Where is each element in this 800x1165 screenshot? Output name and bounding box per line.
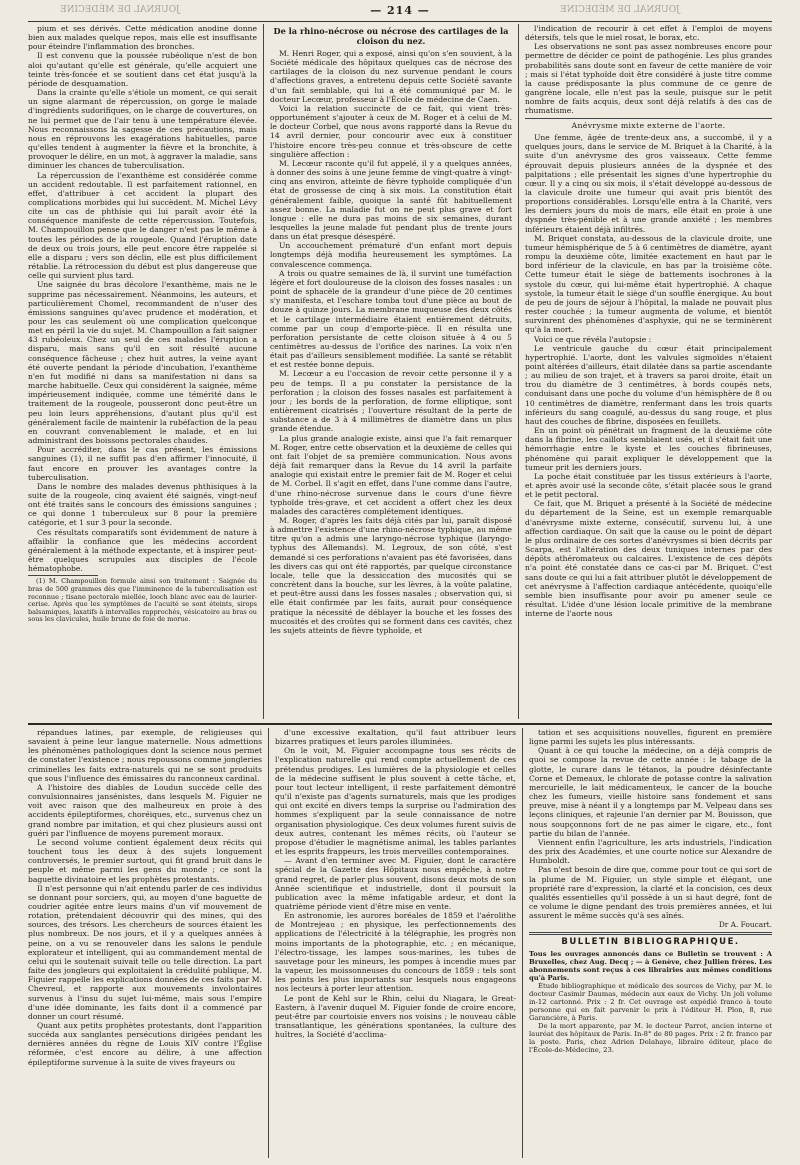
feuilleton-paragraph: En astronomie, les aurores boréales de 1859 et l'aérolithe de Montrejeau ; en physique, les perfectionnements des applications de l'électricité à la télégraphie, les progrès non moins importants de la photographie, etc. ; en mécanique, l'électro-tissage, les lampes sous-marines, les tubes de sauvetage pour les mineurs, les pompes à incendie mues par la vapeur, les moissonneuses du concours de 1859 : tels sont les points les plus importants sur lesquels nous engageons nos lecteurs à porter leur attention. <box>275 911 516 994</box>
col3-paragraph: Ce fait, que M. Briquet a présenté à la Société de médecine du département de la Seine, est un exemple remarquable d'anévrysme mixte externe, consécutif, survenu lui, à une affection cardiaque. On sait que la cause ou le point de départ le plus ordinaire de ces sortes d'anévrysmes si bien décrits par Scarpa, est l'altération des deux tuniques internes par des dépôts athéromateux ou calcaires. L'existence de ces dépôts n'a point été constatée dans ce cas-ci par M. Briquet. C'est sans doute ce qui lui a fait attribuer plutôt le développement de cet anévrysme à l'affection cardiaque antécédente, quoiqu'elle semble bien insuffisante pour avoir pu amener seule ce résultat. L'idée d'une lésion locale primitive de la membrane interne de l'aorte nous <box>525 499 772 619</box>
col3-paragraph: Voici ce que révéla l'autopsie : <box>534 334 652 344</box>
footnote <box>28 578 257 624</box>
column-divider-4 <box>522 728 523 1158</box>
bulletin-item: Étude bibliographique et médicale des sources de Vichy, par M. le docteur Casimir Daumas, médecin aux eaux de Vichy. Un joli volume in-12 cartonné. Prix : 2 fr. Cet ouvrage est expédié franco à toute personne qui en fait parvenir le prix à l'éditeur H. Plon, 8, rue Garancière, à Paris. <box>529 981 772 1022</box>
bulletin-title: BULLETIN BIBLIOGRAPHIQUE. <box>561 937 740 948</box>
feuilleton-paragraph: Pas n'est besoin de dire que, comme pour tout ce qui sort de la plume de M. Figuier, un style simple et élégant, une propriété rare d'expression, la clarté et la concision, ces deux qualités essentielles qu'il possède à un si haut degré, font de ce volume le digne pendant des trois premières années, et lui assurent le même succès qu'à ses aînés. <box>529 865 772 921</box>
column-divider-3 <box>268 728 269 1158</box>
col2-paragraph: M. Roger, d'après les faits déjà cités par lui, paraît disposé à admettre l'existence d'une rhino-nécrose typhique, au même titre qu'on a admis une laryngo-nécrose typhique (laryngo-typhus des Allemands). M. Legroux, de son côté, s'est demandé si ces perforations n'avaient pas été favorisées, dans les divers cas qui ont été rapportés, par quelque circonstance locale, telle que la dessiccation des mucosités qui se concrètent dans la bouche, sur les lèvres, à la voûte palatine, et peut-être aussi dans les fosses nasales ; observation qui, si elle était confirmée par les faits, aurait pour conséquence pratique la nécessité de déblayer la bouche et les fosses des mucosités et des croûtes qui se forment dans ces cavités, chez les sujets atteints de fièvre typhoïde, et <box>270 515 512 635</box>
author-signature: Dr A. Foucart. <box>718 920 772 930</box>
page-number: — 214 — <box>370 4 430 17</box>
col3-paragraph: l'indication de recourir à cet effet à l'emploi de moyens détersifs, tels que le miel rosat, le borax, etc. <box>525 24 772 43</box>
feuilleton-paragraph: Le second volume contient également deux récits qui touchent tous les deux à des sujets longuement controversés, le premier surtout, qui fit grand bruit dans le peuple et même parmi les gens du monde ; ce sont la baguette divinatoire et les prophètes protestants. <box>28 837 262 884</box>
col3-paragraph: Les observations ne sont pas assez nombreuses encore pour permettre de décider ce point de pathogénie. Les plus grandes probabilités sans doute sont en faveur de cette manière de voir ; mais si l'état typhoïde doit être considéré à juste titre comme la cause prédisposante la plus commune de ce genre de gangrène locale, elle n'est pas la seule, puisque sur le petit nombre de faits acquis, deux sont déjà relatifs à des cas de rhumatisme. <box>525 42 772 116</box>
column-divider-1 <box>263 24 264 719</box>
feuilleton-paragraph: Quant à ce qui touche la médecine, on a déjà compris de quoi se compose la revue de cette année : le tabage de la glotte, le curare dans le tétanos, la poudre désinfectante Corne et Demeaux, le chlorate de potasse contre la salivation mercurielle, le lait médicamenteux, le cancer de la bouche chez les fumeurs, vieille histoire sans fondement et sans preuve, mise à néant il y a longtemps par M. Velpeau dans ses leçons cliniques, et rajeunie l'an dernier par M. Bouisson, que nous soupçonnons fort de ne pas aimer le cigare, etc., font partie du bilan de l'année. <box>529 746 772 838</box>
column-3 <box>525 24 772 719</box>
col3-paragraph: En un point où pénétrait un fragment de la deuxième côte dans la fibrine, les caillots semblaient usés, et il s'était fait une hémorrhagie entre le kyste et les couches fibrineuses, phénomène qui parait expliquer le développement que la tumeur prit les derniers jours. <box>525 426 772 472</box>
col1-paragraph: Dans le nombre des malades devenus phthisiques à la suite de la rougeole, cinq avaient été saignés, vingt-neuf ont été traités sans le concours des émissions sanguines ; ce qui donne 1 tuberculeux sur 8 pour la première catégorie, et 1 sur 3 pour la seconde. <box>28 481 257 528</box>
col3-paragraph: M. Briquet constata, au-dessous de la clavicule droite, une tumeur hémisphérique de 5 à 6 centimètres de diamètre, ayant rompu la deuxième côte, limitée exactement en haut par le bord inférieur de la clavicule, en bas par la troisième côte. Cette tumeur était le siège de battements isochrones à la systole du cœur, qui lui-même était hypertrophié. A chaque systole, la tumeur était le siège d'un souffle énergique. Au bout de peu de jours de séjour à l'hôpital, la malade ne pouvait plus rester couchée ; la tumeur augmenta de volume, et bientôt survinrent des phénomènes d'asphyxie, qui ne se terminèrent qu'à la mort. <box>525 233 772 335</box>
feuilleton-paragraph: Il n'est personne qui n'ait entendu parler de ces individus se donnant pour sorciers, qui, au moyen d'une baguette de coudrier agitée entre leurs mains d'un vif mouvement de rotation, prétendaient découvrir qui des mines, qui des sources, des trésors. Les chercheurs de sources étaient les plus nombreux. De nos jours, et il y a quelques années à peine, on a vu se renouveler dans les salons le pendule explorateur et intelligent, qui au commandement mental de celui qui le soutenait suivait telle ou telle direction. La part faite des jongleurs qui exploitaient la crédulité publique, M. Figuier rappelle les explications données de ces faits par M. Chevreul, et rapporte aux mouvements involontaires survenus à l'insu du sujet lui-même, mais sous l'empire d'une idée dominante, les faits dont il a commencé par donner un court résumé. <box>28 883 262 1021</box>
feuilleton-paragraph: A l'histoire des diables de Loudun succède celle des convulsionnaires jansénistes, dans lesquels M. Figuier ne voit avec raison que des malheureux en proie à des accidents épileptiformes, choréiques, etc., survenus chez un grand nombre par imitation, et qui chez plusieurs aussi ont guéri par l'influence de moyens purement moraux. <box>28 782 262 838</box>
feuilleton-paragraph: Le pont de Kehl sur le Rhin, celui du Niagara, le Great-Eastern, à l'avenir duquel M. Figuier fonde de croire encore, peut-être par courtoisie envers nos voisins ; le nouveau câble transatlantique, les générations spontanées, la culture des huîtres, la Société d'acclima- <box>275 993 516 1040</box>
feuilleton-column-3 <box>529 728 772 1160</box>
feuilleton-paragraph: d'une excessive exaltation, qu'il faut attribuer leurs bizarres pratiques et leurs paroles illuminées. <box>275 728 516 747</box>
feuilleton-rule <box>28 723 772 725</box>
feuilleton-column-1 <box>28 728 262 1160</box>
col1-paragraph: Il est convenu que la poussée rubéolique n'est de bon aloi qu'autant qu'elle est générale, qu'elle acquiert une teinte très-foncée et se soutient dans cet état jusqu'à la période de desquamation. <box>28 51 257 88</box>
feuilleton-paragraph: tation et ses acquisitions nouvelles, figurent en première ligne parmi les sujets les plus intéressants. <box>529 728 772 747</box>
footnote-rule <box>28 575 98 576</box>
feuilleton-paragraph: Viennent enfin l'agriculture, les arts industriels, l'indication des prix des Académies, et une courte notice sur Alexandre de Humboldt. <box>529 837 772 866</box>
col2-paragraph: Un accouchement prématuré d'un enfant mort depuis longtemps déjà modifia heureusement les symptômes. La convalescence commença. <box>270 241 512 269</box>
col2-paragraph: M. Henri Roger, qui a exposé, ainsi qu'on s'en souvient, à la Société médicale des hôpitaux quelques cas de nécrose des cartilages de la cloison du nez survenue pendant le cours d'affections graves, a entretenu depuis cette Société savante d'un fait semblable, qui lui a été communiqué par M. le docteur Lecœur, professeur à l'École de médecine de Caen. <box>270 49 512 104</box>
col3-paragraph: Une femme, âgée de trente-deux ans, a succombé, il y a quelques jours, dans le service de M. Briquet à la Charité, à la suite d'un anévrysme des gros vaisseaux. Cette femme éprouvait depuis plusieurs années de la dyspnée et des palpitations ; elle présentait les signes d'une hypertrophie du cœur. Il y a cinq ou six mois, il s'était développé au-dessous de la clavicule droite une tumeur qui avait pris bientôt des proportions considérables. Lorsqu'elle entra à la Charité, vers les derniers jours du mois de mars, elle était en proie à une dyspnée très-pénible et à une grande anxiété ; les membres inférieurs étaient déjà infiltrés. <box>525 133 772 234</box>
feuilleton-paragraph: — Avant d'en terminer avec M. Figuier, dont le caractère spécial de la Gazette des Hôpitaux nous empêche, à notre grand regret, de parler plus souvent, disons deux mots de son Année scientifique et industrielle, dont il poursuit la publication avec la même infatigable ardeur, et dont la quatrième période vient d'être mise en vente. <box>275 856 516 911</box>
footnote-text: (1) M. Champouillon formule ainsi son traitement : Saignée du bras de 500 grammes dès que l'imminence de la tuberculisation est reconnue ; tisane pectorale miellée, looch blanc avec eau de laurier-cerise. Après que les symptômes de l'acuité se sont éteints, sirops balsamiques, laxatifs à intervalles rapprochés, vésicatoire au bras ou sous les clavicules, huile brune de foie de morue. <box>28 577 257 624</box>
bulletin-separator <box>529 932 772 935</box>
col1-paragraph: pium et ses dérivés. Cette médication anodine donne bien aux malades quelque repos, mais elle est insuffisante pour éteindre l'inflammation des bronches. <box>28 24 257 52</box>
bleed-through-text-right: JOURNAL DE MÉDECINE <box>560 5 680 15</box>
col2-paragraph: A trois ou quatre semaines de là, il survint une tuméfaction légère et fort douloureuse de la cloison des fosses nasales : un point de sphacèle de la grandeur d'une pièce de 20 centimes s'y manifesta, et l'eschare tomba tout d'une pièce au bout de douze à quinze jours. La membrane muqueuse des deux côtés et le cartilage intermédiaire étaient entièrement détruits, comme par un coup d'emporte-pièce. Il en résulta une perforation persistante de cette cloison située à 4 ou 5 centimètres au-dessus de l'orifice des narines. La voix n'en était pas d'ailleurs sensiblement modifiée. La santé se rétablit et est restée bonne depuis. <box>270 268 512 370</box>
col2-paragraph: M. Lecœur raconte qu'il fut appelé, il y a quelques années, à donner des soins à une jeune femme de vingt-quatre à vingt-cinq ans environ, atteinte de fièvre typhoïde compliquée d'un état de grossesse de cinq à six mois. La constitution était généralement faible, quoique la santé fût habituellement assez bonne. La maladie fut on ne peut plus grave et fort longue : elle ne dura pas moins de six semaines, durant lesquelles la jeune malade fut pendant plus de trente jours dans un état presque désespéré. <box>270 158 512 242</box>
section-separator <box>525 118 772 119</box>
article-title-anevrysme: Anévrysme mixte externe de l'aorte. <box>571 120 726 130</box>
bulletin-item: De la mort apparente, par M. le docteur Parrot, ancien interne et lauréat des hôpitaux de Paris. In-8° de 80 pages. Prix : 2 fr. franco par la poste. Paris, chez Adrien Delahaye, libraire éditeur, place de l'École-de-Médecine, 23. <box>529 1021 772 1054</box>
feuilleton-paragraph: répandues latines, par exemple, de religieuses qui savaient à peine leur langue maternelle. Nous admettions les phénomènes pathologiques dont la science nous permet de constater l'existence ; nous repoussons comme jongleries criminelles les faits extra-naturels qui ne se sont produits que sous l'influence des émissaires du ranconneux cardinal. <box>28 728 262 783</box>
col2-paragraph: M. Lecœur a eu l'occasion de revoir cette personne il y a peu de temps. Il a pu constater la persistance de la perforation ; la cloison des fosses nasales est parfaitement à jour ; les bords de la perforation, de forme elliptique, sont entièrement cicatrisés ; l'ouverture résultant de la perte de substance a de 3 à 4 millimètres de diamètre dans un plus grande étendue. <box>270 369 512 434</box>
col3-paragraph: La poche était constituée par les tissus extérieurs à l'aorte, et après avoir usé la seconde côte, s'était placée sous le grand et le petit pectoral. <box>525 471 772 500</box>
col1-paragraph: Ces résultats comparatifs sont évidemment de nature à affaiblir la confiance que les médecins accordent généralement à la méthode expectante, et à inspirer peut-être quelques scrupules aux disciples de l'école hématophobe. <box>28 527 257 574</box>
feuilleton-column-2 <box>275 728 516 1160</box>
col3-paragraph: Le ventricule gauche du cœur était principalement hypertrophié. L'aorte, dont les valvules sigmoïdes n'étaient point altérées d'ailleurs, était dilatée dans sa partie ascendante ; au milieu de son trajet, et à travers sa paroi droite, était un trou du diamètre de 3 centimètres, à bords coupés nets, conduisant dans une poche du volume d'un hémisphère de 8 ou 10 centimètres de diamètre, renfermant dans les trois quarts inférieurs du sang coagulé, au-dessus du sang rouge, et plus haut des couches de fibrine, disposées en feuillets. <box>525 343 772 426</box>
column-2 <box>270 24 512 719</box>
bleed-through-text: JOURNAL DE MÉDECINE <box>60 5 180 15</box>
col2-paragraph: La plus grande analogie existe, ainsi que l'a fait remarquer M. Roger, entre cette observation et la deuxième de celles qui ont fait l'objet de sa première communication. Nous avons déjà fait remarquer dans la Revue du 14 avril la parfaite analogie qui existait entre le premier fait de M. Roger et celui de M. Corbel. Il s'agit en effet, dans l'une comme dans l'autre, d'une rhino-nécrose survenue dans le cours d'une fièvre typhoïde très-grave, et cet accident a offert chez les deux malades des caractères complétement identiques. <box>270 433 512 516</box>
col2-paragraph: Voici la relation succincte de ce fait, qui vient très-opportunément s'ajouter à ceux de M. Roger et à celui de M. le docteur Corbel, que nous avons rapporté dans la Revue du 14 avril dernier, pour concourir avec eux à constituer l'histoire encore très-peu connue et très-obscure de cette singulière affection : <box>270 103 512 159</box>
feuilleton-paragraph: On le voit, M. Figuier accompagne tous ses récits de l'explication naturelle qui rend compte actuellement de ces prétendus prodiges. Les lumières de la physiologie et celles de la médecine suffisent le plus souvent à cette tâche, et, pour tout lecteur intelligent, il reste parfaitement démontré qu'il n'existe pas d'agents surnaturels, mais que les prodiges qui ont excité en divers temps la surprise ou l'admiration des hommes s'expliquent par la seule connaissance de notre organisation physiologique. Ces deux volumes furent suivis de deux autres, contenant les mêmes récits, où l'auteur se propose d'étudier le magnétisme animal, les tables parlantes et les esprits frappeurs, les trois merveilles contemporaines. <box>275 746 516 857</box>
article-title-rhino-necrose: De la rhino-nécrose ou nécrose des cartilages de la cloison du nez. <box>273 26 509 46</box>
header-rule <box>28 21 772 22</box>
col1-paragraph: Une saignée du bras décolore l'exanthème, mais ne le supprime pas nécessairement. Néanmoins, les auteurs, et particulièrement Chomel, recommandent de n'user des émissions sanguines qu'avec prudence et modération, et pour les cas seulement où une complication quelconque met en péril la vie du sujet. M. Champouillon a fait saigner 43 rubéoleux. Chez un seul de ces malades l'éruption a disparu, mais sans qu'il en soit résulté aucune conséquence fâcheuse ; chez huit autres, la veine ayant été ouverte pendant la période d'incubation, l'exanthème n'en fut modifié ni dans sa manifestation ni dans sa marche habituelle. Ceux qui considèrent la saignée, même impérieusement indiquée, comme une témérité dans le traitement de la rougeole, pousseront donc peut-être un peu loin leurs appréhensions, d'autant plus qu'il est généralement facile de maintenir la rubéfaction de la peau en couvrant convenablement le malade, et en lui administrant des boissons pectorales chaudes. <box>28 280 257 446</box>
feuilleton-paragraph: Quant aux petits prophètes protestants, dont l'apparition succéda aux sanglantes persécutions dirigées pendant les dernières années du règne de Louis XIV contre l'Église réformée, c'est encore au délire, à une affection épileptiforme survenue à la suite de vives frayeurs ou <box>28 1021 262 1067</box>
col1-paragraph: Pour accréditer, dans le cas présent, les émissions sanguines (1), il ne suffit pas d'en affirmer l'innocuité, il faut encore en prouver les avantages contre la tuberculisation. <box>28 445 257 482</box>
column-1 <box>28 24 257 719</box>
bulletin-intro: Tous les ouvrages annoncés dans ce Bulletin se trouvent : A Bruxelles, chez Aug. Decq ; — à Genève, chez Jullien frères. Les abonnements sont reçus à ces librairies aux mêmes conditions qu'à Paris. <box>529 949 772 982</box>
column-divider-2 <box>518 24 519 719</box>
col1-paragraph: La répercussion de l'exanthème est considérée comme un accident redoutable. Il est parfaitement rationnel, en effet, d'attribuer à cet accident la plupart des complications morbides qui lui succèdent. M. Michel Lévy cite un cas de phthisie qui lui paraît avoir été la conséquence manifeste de cette répercussion. Toutefois, M. Champouillon pense que le danger n'est pas le même à toutes les périodes de la rougeole. Quand l'éruption date de deux ou trois jours, elle peut encore être rappelée si elle a disparu ; vers son déclin, elle est plus difficilement rétablie. La rétrocession du début est plus dangereuse que celle qui survient plus tard. <box>28 170 257 281</box>
col1-paragraph: Dans la crainte qu'elle s'étiole un moment, ce qui serait un signe alarmant de répercussion, on gorge le malade d'ingrédients sudorifiques, on le charge de couvertures, on ne lui permet que de l'air tenu à une température élevée. Nous reconnaissons la sagesse de ces précautions, mais nous en réprouvons les exagérations habituelles, parce qu'elles tendent à augmenter la fièvre et la bronchite, à provoquer le délire, en un mot, à aggraver la maladie, sans diminuer les chances de tuberculisation. <box>28 88 257 171</box>
running-head <box>0 4 800 20</box>
